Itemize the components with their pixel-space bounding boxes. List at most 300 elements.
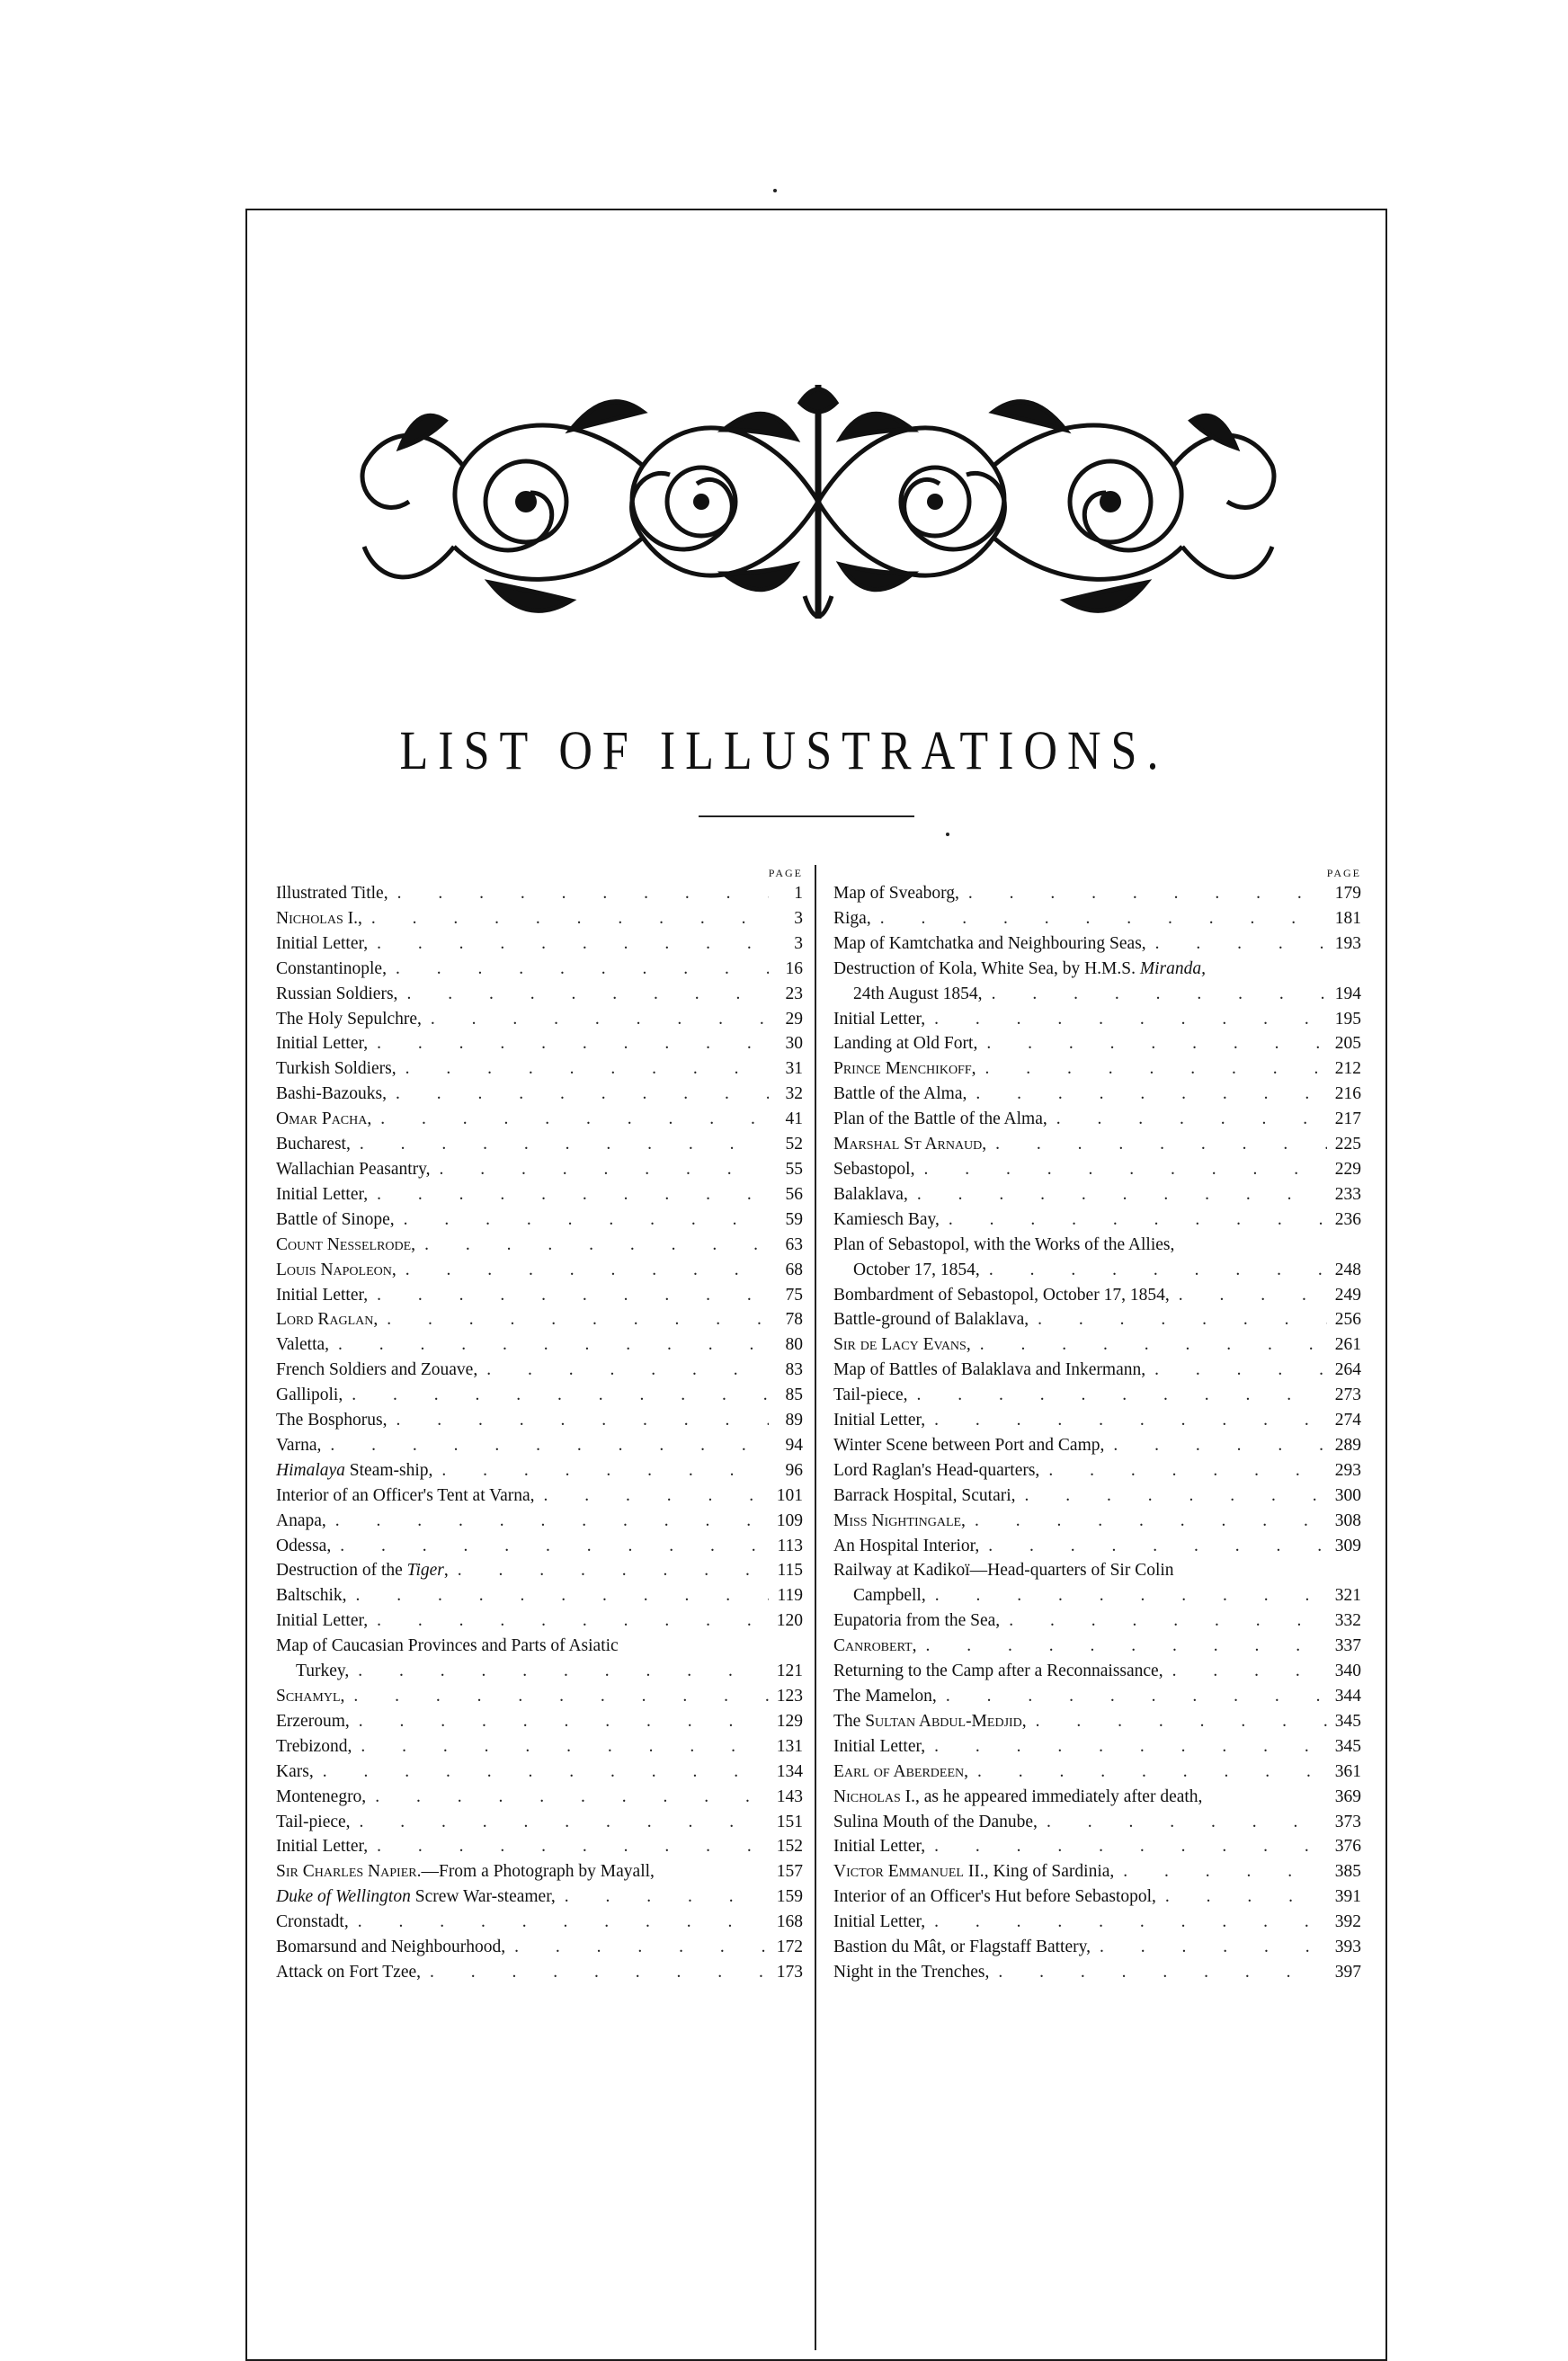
illustration-entry [833, 1332, 1361, 1358]
illustration-entry [276, 1884, 803, 1910]
right-entry-list [833, 881, 1361, 1985]
dot-leader [387, 957, 769, 982]
entry-label [276, 1383, 343, 1408]
illustration-entry [833, 1534, 1361, 1559]
illustration-entry [276, 1182, 803, 1207]
entry-label [276, 1684, 344, 1709]
entry-text: Campbell, [853, 1586, 926, 1606]
illustration-entry [833, 1734, 1361, 1760]
entry-text: Riga, [833, 908, 871, 928]
page-number: 85 [785, 1385, 803, 1405]
illustration-entry [276, 1207, 803, 1233]
entry-label [276, 1332, 329, 1358]
entry-text: The Mamelon, [833, 1687, 937, 1706]
entry-label [833, 1458, 1039, 1483]
entry-label [833, 1182, 908, 1207]
dot-leader [940, 1207, 1327, 1233]
entry-italic-text: Duke of Wellington [276, 1887, 411, 1907]
entry-text: Nicholas I., [276, 908, 362, 928]
page-number: 89 [785, 1411, 803, 1430]
dot-leader [366, 1785, 769, 1810]
entry-label [833, 1132, 986, 1157]
dot-leader [977, 1031, 1327, 1056]
entry-label [276, 1760, 314, 1785]
entry-text: Varna, [276, 1435, 322, 1455]
entry-label [833, 1332, 971, 1358]
illustration-entry [276, 1332, 803, 1358]
page-number: 30 [785, 1034, 803, 1054]
entry-text: Constantinople, [276, 958, 387, 978]
entry-text: The Bosphorus, [276, 1411, 388, 1430]
entry-text: Russian Soldiers, [276, 984, 398, 1003]
rule-speck [946, 833, 949, 836]
entry-smallcaps-text: Nicholas I. [833, 1786, 915, 1806]
entry-text: Tail-piece, [833, 1385, 908, 1405]
entry-label [833, 1734, 925, 1760]
illustration-entry [833, 1433, 1361, 1458]
entry-text: Railway at Kadikoï—Head-quarters of Sir Colin [833, 1561, 1174, 1581]
entry-label [833, 1960, 989, 1985]
page-number: 345 [1334, 1736, 1361, 1756]
page-number: 94 [785, 1435, 803, 1455]
dot-leader [349, 1659, 769, 1684]
page-number: 264 [1334, 1360, 1361, 1380]
illustration-entry [833, 1157, 1361, 1182]
page-number: 308 [1334, 1510, 1361, 1530]
entry-text: Initial Letter, [833, 1912, 926, 1932]
entry-first-line [833, 1558, 1361, 1583]
entry-label [276, 1734, 352, 1760]
entry-text: Bomarsund and Neighbourhood, [276, 1938, 506, 1957]
page-number: 41 [785, 1109, 803, 1129]
dot-leader [1091, 1935, 1327, 1960]
illustration-entry [276, 1834, 803, 1859]
page-number: 32 [785, 1084, 803, 1104]
entry-label [276, 1709, 350, 1734]
entry-label [833, 1358, 1145, 1383]
page-number: 309 [1334, 1536, 1361, 1555]
page-number: 397 [1334, 1962, 1361, 1982]
dot-leader [1146, 931, 1327, 957]
illustration-entry [833, 1358, 1361, 1383]
entry-label [276, 1583, 347, 1608]
dot-leader [967, 1082, 1327, 1107]
page-number: 56 [785, 1184, 803, 1204]
page-number: 179 [1334, 884, 1361, 903]
dot-leader [1029, 1307, 1327, 1332]
entry-label [833, 1207, 940, 1233]
entry-first-line [276, 1634, 803, 1659]
entry-label [276, 1132, 351, 1157]
page-number: 157 [776, 1862, 803, 1882]
entry-text: Initial Letter, [276, 933, 369, 953]
dot-leader [432, 1458, 769, 1483]
page-number: 181 [1334, 908, 1361, 928]
entry-text: 24th August 1854, [853, 984, 983, 1003]
entry-label [833, 1785, 1202, 1810]
page-number: 96 [785, 1460, 803, 1480]
entry-text: Plan of the Battle of the Alma, [833, 1109, 1047, 1129]
entry-text: Screw War-steamer, [410, 1887, 556, 1907]
page-number: 195 [1334, 1009, 1361, 1029]
entry-label [833, 1007, 925, 1032]
entry-text: Turkish Soldiers, [276, 1059, 396, 1079]
entry-text: Kars, [276, 1761, 314, 1781]
entry-label [276, 1233, 415, 1258]
page-number: 369 [1334, 1786, 1361, 1806]
entry-label [833, 1634, 917, 1659]
illustration-entry [276, 1383, 803, 1408]
entry-text: Interior of an Officer's Tent at Varna, [276, 1485, 535, 1505]
entry-text: Gallipoli, [276, 1385, 343, 1405]
page-number: 261 [1334, 1335, 1361, 1355]
page-number: 134 [776, 1761, 803, 1781]
illustration-entry [276, 1760, 803, 1785]
illustration-entry [833, 1483, 1361, 1509]
entry-text: Initial Letter, [276, 1034, 369, 1054]
dot-leader [396, 1258, 769, 1283]
entry-text: Initial Letter, [276, 1611, 369, 1631]
page-number: 293 [1334, 1460, 1361, 1480]
entry-label [276, 1910, 349, 1935]
illustration-entry [833, 1383, 1361, 1408]
page-number: 194 [1334, 984, 1361, 1003]
entry-label [276, 1258, 396, 1283]
page-number: 1 [794, 884, 803, 903]
illustration-entry [276, 1709, 803, 1734]
illustration-entry [833, 1684, 1361, 1709]
entry-label [276, 1307, 378, 1332]
illustration-entry [833, 957, 1361, 1007]
dot-leader [983, 982, 1327, 1007]
entry-label [833, 1383, 908, 1408]
dot-leader [449, 1558, 769, 1583]
page-number: 193 [1334, 933, 1361, 953]
entry-label [833, 1082, 967, 1107]
entry-text: Map of Sveaborg, [833, 884, 959, 903]
entry-label [833, 1534, 979, 1559]
entry-label [833, 906, 871, 931]
dot-leader [431, 1157, 769, 1182]
illustration-entry [833, 1834, 1361, 1859]
page-number: 249 [1334, 1285, 1361, 1305]
illustration-entry [276, 982, 803, 1007]
entry-smallcaps-text: Victor Emmanuel II. [833, 1862, 984, 1882]
illustration-entry [833, 1056, 1361, 1082]
dot-leader [350, 1709, 769, 1734]
entry-label [276, 1082, 387, 1107]
illustration-entry [276, 1558, 803, 1583]
entry-text: Destruction of Kola, White Sea, by H.M.S. [833, 958, 1140, 978]
dot-leader [968, 1760, 1327, 1785]
entry-first-line [833, 957, 1361, 982]
illustration-entry [276, 1233, 803, 1258]
illustration-entry [276, 1132, 803, 1157]
page-number: 143 [776, 1786, 803, 1806]
entry-label [276, 1509, 326, 1534]
entry-label [833, 1859, 1114, 1884]
illustration-entry [833, 931, 1361, 957]
dot-leader [1170, 1283, 1327, 1308]
dot-leader [971, 1332, 1327, 1358]
dot-leader [477, 1358, 769, 1383]
entry-text: Plan of Sebastopol, with the Works of the Allies, [833, 1234, 1175, 1254]
dot-leader [378, 1307, 769, 1332]
illustration-entry [276, 1810, 803, 1835]
dot-leader [925, 1408, 1327, 1433]
dot-leader [1000, 1608, 1327, 1634]
illustration-entry [833, 1509, 1361, 1534]
dot-leader [917, 1634, 1328, 1659]
illustration-entry [276, 1307, 803, 1332]
entry-label [276, 1859, 655, 1884]
page-number: 391 [1334, 1887, 1361, 1907]
entry-smallcaps-text: Sultan Abdul-Medjid, [865, 1711, 1027, 1731]
entry-text: Returning to the Camp after a Reconnaissance, [833, 1662, 1163, 1681]
entry-label [276, 1458, 432, 1483]
dot-leader [925, 1910, 1327, 1935]
entry-text: Destruction of the [276, 1561, 407, 1581]
title-rule [699, 815, 914, 817]
illustration-entry [833, 1935, 1361, 1960]
entry-label [276, 1960, 421, 1985]
dot-leader [395, 1207, 769, 1233]
dot-leader [368, 1608, 769, 1634]
entry-label [276, 1207, 395, 1233]
dot-leader [396, 1056, 769, 1082]
dot-leader [986, 1132, 1327, 1157]
page-number: 344 [1334, 1687, 1361, 1706]
page-number: 229 [1334, 1159, 1361, 1179]
entry-text: Prince Menchikoff, [833, 1059, 976, 1079]
top-speck [773, 189, 777, 192]
entry-text: Bombardment of Sebastopol, October 17, 1854, [833, 1285, 1170, 1305]
entry-text: Tail-piece, [276, 1812, 351, 1831]
page-number: 289 [1334, 1435, 1361, 1455]
page-number: 55 [785, 1159, 803, 1179]
entry-label [276, 1157, 431, 1182]
entry-text: Wallachian Peasantry, [276, 1159, 431, 1179]
dot-leader [388, 881, 769, 906]
entry-text: Baltschik, [276, 1586, 347, 1606]
dot-leader [387, 1082, 769, 1107]
entry-label [276, 881, 388, 906]
illustration-entry [276, 1935, 803, 1960]
illustration-entry [276, 1082, 803, 1107]
dot-leader [980, 1258, 1327, 1283]
page-number: 274 [1334, 1411, 1361, 1430]
dot-leader [937, 1684, 1327, 1709]
page-number: 131 [776, 1736, 803, 1756]
entry-text: Count Nesselrode, [276, 1234, 416, 1254]
entry-text: The [833, 1711, 866, 1731]
dot-leader [351, 1132, 769, 1157]
entry-label [833, 1659, 1163, 1684]
dot-leader [422, 1007, 769, 1032]
illustration-entry [833, 1785, 1361, 1810]
entry-label [276, 1534, 331, 1559]
illustration-entry [833, 906, 1361, 931]
page-number: 129 [776, 1711, 803, 1731]
page-number: 345 [1334, 1711, 1361, 1731]
entry-text: , King of Sardinia, [984, 1862, 1115, 1882]
entry-text: Eupatoria from the Sea, [833, 1611, 1001, 1631]
entry-text: Battle of Sinope, [276, 1209, 395, 1229]
page-column-header: PAGE [1326, 867, 1361, 879]
illustration-entry [276, 1734, 803, 1760]
dot-leader [351, 1810, 769, 1835]
dot-leader [371, 1107, 769, 1132]
page-column-header: PAGE [768, 867, 803, 879]
entry-text: Miss Nightingale, [833, 1510, 966, 1530]
illustration-entry [276, 1283, 803, 1308]
dot-leader [397, 982, 769, 1007]
entry-text: Erzeroum, [276, 1711, 350, 1731]
entry-text: Initial Letter, [833, 1411, 926, 1430]
dot-leader [314, 1760, 769, 1785]
entry-text: Kamiesch Bay, [833, 1209, 940, 1229]
dot-leader [959, 881, 1327, 906]
dot-leader [976, 1056, 1328, 1082]
page-number: 159 [776, 1887, 803, 1907]
entry-label [276, 1884, 556, 1910]
illustration-entry [276, 906, 803, 931]
page-number: 337 [1334, 1636, 1361, 1656]
entry-label [833, 1408, 925, 1433]
illustration-entry [276, 1583, 803, 1608]
entry-text: Bashi-Bazouks, [276, 1084, 387, 1104]
entry-label [853, 1258, 980, 1283]
page-number: 3 [794, 933, 803, 953]
page-number: 321 [1334, 1586, 1361, 1606]
entry-text: Map of Caucasian Provinces and Parts of Asiatic [276, 1636, 619, 1656]
dot-leader [326, 1509, 769, 1534]
entry-text: Lord Raglan's Head-quarters, [833, 1460, 1040, 1480]
entry-text: Odessa, [276, 1536, 332, 1555]
dot-leader [908, 1182, 1327, 1207]
dot-leader [368, 1031, 769, 1056]
entry-label [276, 1283, 368, 1308]
entry-label [833, 1810, 1038, 1835]
entry-text: Winter Scene between Port and Camp, [833, 1435, 1105, 1455]
illustration-entry [833, 1307, 1361, 1332]
entry-text: Earl of Aberdeen, [833, 1761, 968, 1781]
entry-label [276, 931, 368, 957]
dot-leader [1156, 1884, 1327, 1910]
page-number: 52 [785, 1135, 803, 1154]
entry-text: Map of Kamtchatka and Neighbouring Seas, [833, 933, 1146, 953]
entry-label [276, 1785, 366, 1810]
page-number: 80 [785, 1335, 803, 1355]
illustration-entry [833, 1458, 1361, 1483]
page-number: 217 [1334, 1109, 1361, 1129]
illustration-entry [833, 1810, 1361, 1835]
dot-leader [368, 931, 769, 957]
page-number: 393 [1334, 1938, 1361, 1957]
dot-leader [914, 1157, 1327, 1182]
entry-label [833, 1509, 966, 1534]
entry-text: Steam-ship, [344, 1460, 433, 1480]
page-number: 3 [794, 908, 803, 928]
dot-leader [344, 1684, 769, 1709]
entry-label [833, 1834, 925, 1859]
entry-label [276, 1358, 477, 1383]
dot-leader [925, 1007, 1327, 1032]
entry-text: Battle of the Alma, [833, 1084, 967, 1104]
entry-label [833, 1684, 937, 1709]
illustration-entry [833, 1007, 1361, 1032]
entry-text: Balaklava, [833, 1184, 908, 1204]
dot-leader [1145, 1358, 1327, 1383]
dot-leader [925, 1834, 1327, 1859]
entry-text: Schamyl, [276, 1687, 345, 1706]
entry-text: Trebizond, [276, 1736, 352, 1756]
entry-text: Bucharest, [276, 1135, 351, 1154]
entry-text: Omar Pacha, [276, 1109, 372, 1129]
page-number: 236 [1334, 1209, 1361, 1229]
page-number: 75 [785, 1285, 803, 1305]
entry-label [833, 1031, 977, 1056]
dot-leader [368, 1834, 769, 1859]
dot-leader [979, 1534, 1327, 1559]
entry-label [833, 1760, 968, 1785]
entry-label [276, 957, 387, 982]
illustration-entry [276, 1007, 803, 1032]
entry-label [276, 1834, 368, 1859]
entry-label [833, 1910, 925, 1935]
page-number: 113 [777, 1536, 803, 1555]
entry-label [276, 1007, 422, 1032]
entry-text: French Soldiers and Zouave, [276, 1360, 478, 1380]
dot-leader [989, 1960, 1327, 1985]
entry-text: —From a Photograph by Mayall, [421, 1862, 655, 1882]
dot-leader [505, 1935, 769, 1960]
page-number: 29 [785, 1009, 803, 1029]
illustration-entry [833, 1132, 1361, 1157]
page-number: 385 [1334, 1862, 1361, 1882]
page-number: 31 [785, 1059, 803, 1079]
illustration-entry [276, 1107, 803, 1132]
illustration-entry [833, 1233, 1361, 1283]
dot-leader [352, 1734, 769, 1760]
entry-text: The Holy Sepulchre, [276, 1009, 422, 1029]
dot-leader [908, 1383, 1327, 1408]
entry-text: Night in the Trenches, [833, 1962, 990, 1982]
dot-leader [415, 1233, 769, 1258]
page-number: 233 [1334, 1184, 1361, 1204]
illustration-entry [276, 1056, 803, 1082]
illustration-entry [833, 1107, 1361, 1132]
entry-text: Louis Napoleon, [276, 1260, 396, 1279]
entry-label [833, 1483, 1016, 1509]
entry-label [276, 1107, 371, 1132]
dot-leader [331, 1534, 769, 1559]
entry-text: October 17, 1854, [853, 1260, 980, 1279]
page-number: 212 [1334, 1059, 1361, 1079]
entry-text: Battle-ground of Balaklava, [833, 1310, 1029, 1330]
illustration-entry [833, 1910, 1361, 1935]
dot-leader [368, 1283, 769, 1308]
dot-leader [1163, 1659, 1327, 1684]
illustration-entry [276, 1785, 803, 1810]
dot-leader [343, 1383, 769, 1408]
dot-leader [388, 1408, 770, 1433]
entry-label [833, 1935, 1091, 1960]
entry-italic-text: Tiger [406, 1561, 444, 1581]
dot-leader [362, 906, 769, 931]
illustration-entry [276, 1483, 803, 1509]
illustration-entry [833, 1634, 1361, 1659]
